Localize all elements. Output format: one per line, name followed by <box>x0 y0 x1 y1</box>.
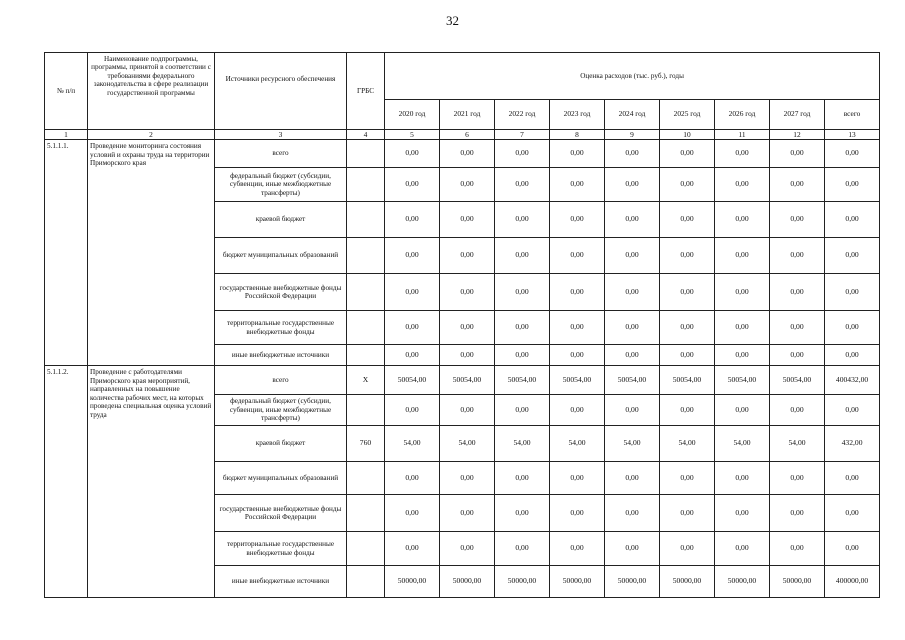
year-value: 0,00 <box>495 532 550 566</box>
year-value: 0,00 <box>660 168 715 202</box>
year-value: 0,00 <box>660 495 715 532</box>
year-value: 0,00 <box>660 311 715 345</box>
year-value: 0,00 <box>660 532 715 566</box>
total-value: 432,00 <box>825 426 880 462</box>
column-number: 8 <box>550 130 605 140</box>
column-number: 4 <box>347 130 385 140</box>
year-value: 0,00 <box>440 202 495 238</box>
year-value: 0,00 <box>770 395 825 426</box>
year-value: 0,00 <box>550 462 605 495</box>
header-name: Наименование подпрограммы, программы, принятой в соответствии с требованиями федерального законодательства в сфере реализации государственной программы <box>88 53 215 130</box>
year-value: 0,00 <box>715 202 770 238</box>
header-year: 2027 год <box>770 100 825 130</box>
year-value: 0,00 <box>495 238 550 274</box>
year-value: 0,00 <box>440 238 495 274</box>
year-value: 0,00 <box>770 274 825 311</box>
page-number: 32 <box>446 13 459 28</box>
year-value: 50054,00 <box>660 366 715 395</box>
year-value: 50054,00 <box>770 366 825 395</box>
year-value: 0,00 <box>495 345 550 366</box>
year-value: 0,00 <box>385 495 440 532</box>
funding-source: бюджет муниципальных образований <box>215 238 347 274</box>
funding-source: иные внебюджетные источники <box>215 345 347 366</box>
year-value: 0,00 <box>715 168 770 202</box>
grbs-code <box>347 140 385 168</box>
year-value: 54,00 <box>715 426 770 462</box>
header-num: № п/п <box>45 53 88 130</box>
year-value: 50000,00 <box>605 566 660 598</box>
year-value: 0,00 <box>715 345 770 366</box>
year-value: 0,00 <box>440 140 495 168</box>
year-value: 0,00 <box>715 140 770 168</box>
header-grbs: ГРБС <box>347 53 385 130</box>
year-value: 0,00 <box>495 202 550 238</box>
year-value: 50000,00 <box>660 566 715 598</box>
funding-source: краевой бюджет <box>215 202 347 238</box>
year-value: 0,00 <box>440 345 495 366</box>
funding-source: бюджет муниципальных образований <box>215 462 347 495</box>
total-value: 0,00 <box>825 168 880 202</box>
year-value: 0,00 <box>495 462 550 495</box>
header-sources: Источники ресурсного обеспечения <box>215 53 347 130</box>
column-number: 6 <box>440 130 495 140</box>
year-value: 0,00 <box>660 140 715 168</box>
year-value: 0,00 <box>770 532 825 566</box>
column-number: 11 <box>715 130 770 140</box>
column-number: 13 <box>825 130 880 140</box>
year-value: 0,00 <box>550 274 605 311</box>
year-value: 0,00 <box>715 395 770 426</box>
total-value: 0,00 <box>825 345 880 366</box>
grbs-code <box>347 532 385 566</box>
year-value: 0,00 <box>715 495 770 532</box>
total-value: 0,00 <box>825 495 880 532</box>
column-numbers-row <box>45 130 880 140</box>
header-year: 2022 год <box>495 100 550 130</box>
year-value: 50054,00 <box>440 366 495 395</box>
grbs-code <box>347 345 385 366</box>
grbs-code <box>347 168 385 202</box>
year-value: 54,00 <box>660 426 715 462</box>
grbs-code <box>347 311 385 345</box>
year-value: 0,00 <box>440 462 495 495</box>
year-value: 0,00 <box>605 238 660 274</box>
year-value: 0,00 <box>770 202 825 238</box>
year-value: 0,00 <box>385 168 440 202</box>
year-value: 50000,00 <box>550 566 605 598</box>
header-total: всего <box>825 100 880 130</box>
total-value: 0,00 <box>825 532 880 566</box>
year-value: 0,00 <box>770 311 825 345</box>
year-value: 0,00 <box>550 495 605 532</box>
year-value: 0,00 <box>605 140 660 168</box>
budget-table <box>44 52 880 598</box>
activity-name: Проведение мониторинга состояния условий и охраны труда на территории Приморского края <box>88 140 215 366</box>
grbs-code <box>347 566 385 598</box>
year-value: 0,00 <box>385 532 440 566</box>
year-value: 0,00 <box>495 311 550 345</box>
table-row <box>45 366 880 395</box>
year-value: 0,00 <box>550 311 605 345</box>
year-value: 54,00 <box>770 426 825 462</box>
year-value: 0,00 <box>440 168 495 202</box>
grbs-code <box>347 274 385 311</box>
year-value: 0,00 <box>550 345 605 366</box>
year-value: 0,00 <box>550 140 605 168</box>
grbs-code: 760 <box>347 426 385 462</box>
year-value: 0,00 <box>440 274 495 311</box>
year-value: 0,00 <box>385 202 440 238</box>
year-value: 50054,00 <box>715 366 770 395</box>
year-value: 0,00 <box>715 274 770 311</box>
year-value: 54,00 <box>440 426 495 462</box>
column-number: 3 <box>215 130 347 140</box>
year-value: 0,00 <box>550 532 605 566</box>
funding-source: федеральный бюджет (субсидии, субвенции, иные межбюджетные трансферты) <box>215 395 347 426</box>
year-value: 0,00 <box>440 395 495 426</box>
year-value: 0,00 <box>550 238 605 274</box>
year-value: 0,00 <box>605 462 660 495</box>
funding-source: иные внебюджетные источники <box>215 566 347 598</box>
year-value: 0,00 <box>660 202 715 238</box>
year-value: 0,00 <box>495 168 550 202</box>
year-value: 54,00 <box>605 426 660 462</box>
year-value: 0,00 <box>440 311 495 345</box>
year-value: 0,00 <box>385 311 440 345</box>
year-value: 0,00 <box>605 202 660 238</box>
year-value: 0,00 <box>385 140 440 168</box>
year-value: 54,00 <box>550 426 605 462</box>
column-number: 9 <box>605 130 660 140</box>
header-year: 2026 год <box>715 100 770 130</box>
grbs-code <box>347 395 385 426</box>
year-value: 50000,00 <box>440 566 495 598</box>
total-value: 0,00 <box>825 202 880 238</box>
funding-source: краевой бюджет <box>215 426 347 462</box>
header-year: 2021 год <box>440 100 495 130</box>
funding-source: федеральный бюджет (субсидии, субвенции, иные межбюджетные трансферты) <box>215 168 347 202</box>
header-year: 2023 год <box>550 100 605 130</box>
year-value: 0,00 <box>770 140 825 168</box>
year-value: 0,00 <box>385 238 440 274</box>
year-value: 50000,00 <box>495 566 550 598</box>
year-value: 0,00 <box>605 532 660 566</box>
year-value: 0,00 <box>495 140 550 168</box>
column-number: 12 <box>770 130 825 140</box>
total-value: 0,00 <box>825 140 880 168</box>
column-number: 2 <box>88 130 215 140</box>
year-value: 50054,00 <box>385 366 440 395</box>
year-value: 0,00 <box>495 495 550 532</box>
year-value: 0,00 <box>550 202 605 238</box>
table-row <box>45 140 880 168</box>
year-value: 0,00 <box>660 345 715 366</box>
year-value: 0,00 <box>440 495 495 532</box>
year-value: 0,00 <box>605 345 660 366</box>
year-value: 0,00 <box>770 462 825 495</box>
funding-source: территориальные государственные внебюджетные фонды <box>215 311 347 345</box>
header-year: 2024 год <box>605 100 660 130</box>
total-value: 0,00 <box>825 238 880 274</box>
year-value: 0,00 <box>495 395 550 426</box>
total-value: 400000,00 <box>825 566 880 598</box>
header-estimate: Оценка расходов (тыс. руб.), годы <box>385 53 880 100</box>
year-value: 0,00 <box>605 395 660 426</box>
year-value: 0,00 <box>550 395 605 426</box>
year-value: 0,00 <box>660 274 715 311</box>
year-value: 0,00 <box>770 168 825 202</box>
year-value: 0,00 <box>385 274 440 311</box>
total-value: 0,00 <box>825 311 880 345</box>
grbs-code <box>347 202 385 238</box>
year-value: 0,00 <box>385 395 440 426</box>
column-number: 7 <box>495 130 550 140</box>
funding-source: всего <box>215 140 347 168</box>
year-value: 54,00 <box>385 426 440 462</box>
grbs-code <box>347 495 385 532</box>
grbs-code: Х <box>347 366 385 395</box>
year-value: 0,00 <box>660 238 715 274</box>
total-value: 0,00 <box>825 274 880 311</box>
year-value: 0,00 <box>660 395 715 426</box>
year-value: 0,00 <box>440 532 495 566</box>
year-value: 0,00 <box>770 345 825 366</box>
year-value: 0,00 <box>605 495 660 532</box>
year-value: 0,00 <box>770 238 825 274</box>
year-value: 0,00 <box>715 311 770 345</box>
total-value: 400432,00 <box>825 366 880 395</box>
year-value: 0,00 <box>715 462 770 495</box>
year-value: 0,00 <box>385 345 440 366</box>
table-body <box>45 140 880 598</box>
year-value: 0,00 <box>715 532 770 566</box>
funding-source: территориальные государственные внебюджетные фонды <box>215 532 347 566</box>
funding-source: государственные внебюджетные фонды Российской Федерации <box>215 495 347 532</box>
activity-name: Проведение с работодателями Приморского края мероприятий, направленных на повышение количества рабочих мест, на которых проведена специальная оценка условий труда <box>88 366 215 598</box>
column-number: 1 <box>45 130 88 140</box>
year-value: 0,00 <box>495 274 550 311</box>
year-value: 0,00 <box>605 274 660 311</box>
total-value: 0,00 <box>825 462 880 495</box>
year-value: 0,00 <box>715 238 770 274</box>
grbs-code <box>347 462 385 495</box>
year-value: 0,00 <box>605 311 660 345</box>
funding-source: государственные внебюджетные фонды Российской Федерации <box>215 274 347 311</box>
year-value: 50000,00 <box>385 566 440 598</box>
header-year: 2025 год <box>660 100 715 130</box>
activity-code: 5.1.1.2. <box>45 366 88 598</box>
year-value: 50000,00 <box>715 566 770 598</box>
year-value: 54,00 <box>495 426 550 462</box>
header-year: 2020 год <box>385 100 440 130</box>
year-value: 50054,00 <box>605 366 660 395</box>
year-value: 50054,00 <box>550 366 605 395</box>
year-value: 0,00 <box>770 495 825 532</box>
column-number: 5 <box>385 130 440 140</box>
year-value: 0,00 <box>550 168 605 202</box>
year-value: 0,00 <box>660 462 715 495</box>
total-value: 0,00 <box>825 395 880 426</box>
year-value: 50054,00 <box>495 366 550 395</box>
table-header <box>45 53 880 140</box>
funding-source: всего <box>215 366 347 395</box>
activity-code: 5.1.1.1. <box>45 140 88 366</box>
year-value: 0,00 <box>385 462 440 495</box>
column-number: 10 <box>660 130 715 140</box>
year-value: 0,00 <box>605 168 660 202</box>
grbs-code <box>347 238 385 274</box>
year-value: 50000,00 <box>770 566 825 598</box>
